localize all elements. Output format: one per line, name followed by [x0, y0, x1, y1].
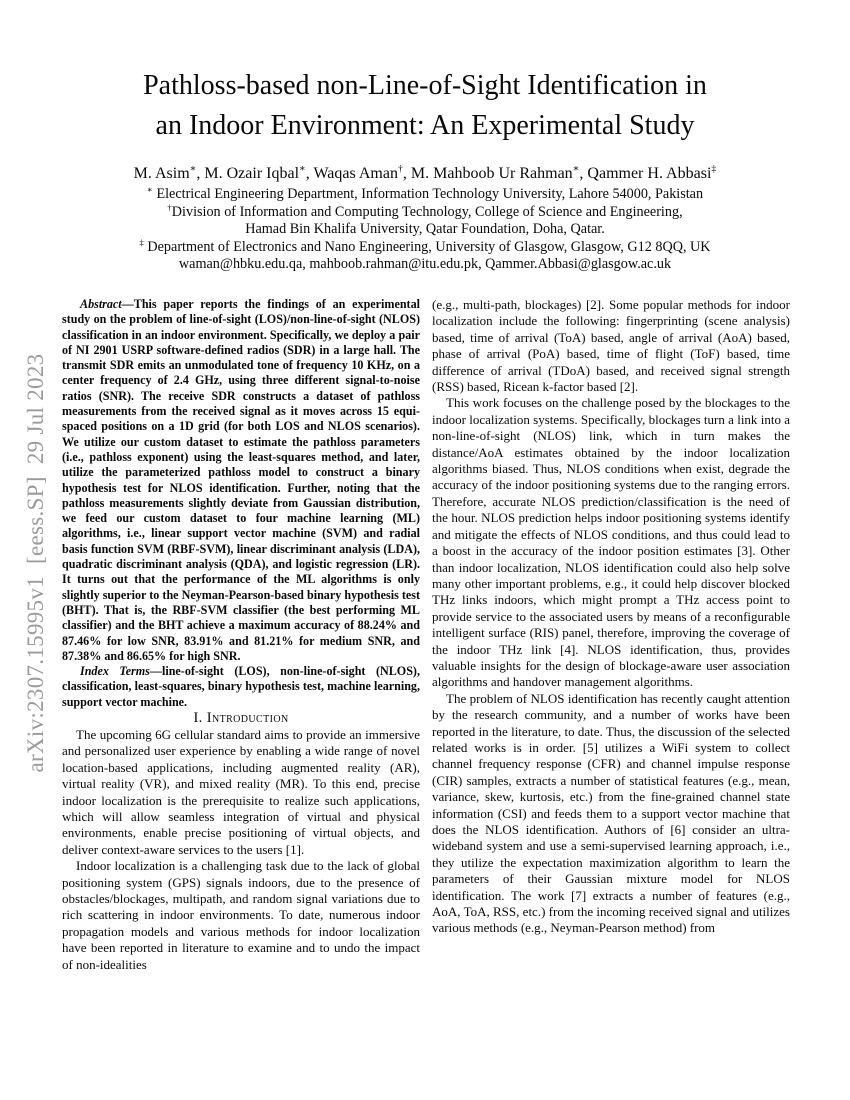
affiliation-text: Department of Electronics and Nano Engineering, University of Glasgow, Glasgow, G12 8QQ, UK — [143, 238, 711, 255]
index-terms-label: Index Terms— — [80, 664, 162, 679]
author-name: M. Mahboob Ur Rahman — [410, 165, 573, 182]
intro-paragraph-2-continued: (e.g., multi-path, blockages) [2]. Some popular methods for indoor localization include the following: fingerprinting (scene analysis) based, time of arrival (ToA) based, angle of arrival (AoA) based, phase of arrival (PoA) based, time of flight (ToF) based, time difference of arrival (TDoA) based, and received signal strength (RSS) based, Ricean k-factor based [2]. — [432, 297, 790, 395]
intro-paragraph-1: The upcoming 6G cellular standard aims to provide an immersive and personalized user experience by enabling a wide range of novel location-based applications, including augmented reality (AR), virtual reality (VR), and mixed reality (MR). To this end, precise indoor localization is the prerequisite to realize such applications, which will allow seamless integration of virtual and physical environments, enable precise positioning of virtual objects, and deliver context-aware services to the users [1]. — [62, 727, 420, 857]
index-terms-paragraph — [62, 664, 420, 710]
intro-paragraph-2: Indoor localization is a challenging task due to the lack of global positioning system (GPS) signals indoors, due to the presence of obstacles/blockages, multipath, and random signal variations due to rich scattering in indoor environments. To date, numerous indoor propagation models and various methods for indoor localization have been reported in literature to examine and to undo the impact of non-idealities — [62, 858, 420, 972]
paper-title-line2: an Indoor Environment: An Experimental Study — [155, 110, 695, 141]
author-superscript: ‡ — [711, 163, 717, 175]
two-column-body — [62, 297, 790, 973]
affiliation-text: Division of Information and Computing Technology, College of Science and Engineering, — [171, 203, 683, 220]
author-name: M. Asim — [133, 165, 190, 182]
emails-line: waman@hbku.edu.qa, mahboob.rahman@itu.edu.pk, Qammer.Abbasi@glasgow.ac.uk — [178, 256, 672, 273]
author-name: Qammer H. Abbasi — [587, 165, 712, 182]
author-name: Waqas Aman — [313, 165, 398, 182]
intro-paragraph-4: The problem of NLOS identification has recently caught attention by the research community, and a number of works have been reported in the literature, to date. Thus, the discussion of the selected related works is in order. [5] utilizes a WiFi system to collect channel frequency response (CFR) and channel impulse response (CIR) samples, extracts a number of statistical features (e.g., mean, variance, skew, kurtosis, etc.) from the fine-grained channel state information (CSI) and feeds them to a support vector machine that does the NLOS identification. Authors of [6] consider an ultra-wideband system and use a semi-supervised learning approach, i.e., they utilize the expectation maximization algorithm to learn the parameters of their Gaussian mixture model for NLOS identification. The work [7] extracts a number of features (e.g., AoA, ToA, RSS, etc.) from the incoming received signal and utilizes various methods (e.g., Neyman-Pearson method) from — [432, 690, 790, 936]
affiliation-text: Electrical Engineering Department, Information Technology University, Lahore 54000, Pakistan — [152, 186, 704, 202]
column-left — [62, 297, 420, 973]
abstract-paragraph — [62, 297, 420, 664]
affiliation-superscript: ∗ — [146, 184, 153, 195]
paper-title — [0, 66, 850, 146]
abstract-label: Abstract— — [80, 297, 134, 311]
affiliation-line — [0, 186, 850, 204]
section-heading-introduction: I. Introduction — [193, 710, 289, 727]
index-terms-text: line-of-sight (LOS), non-line-of-sight (NLOS), classification, least-squares, binary hypothesis test, machine learning, support vector machine. — [62, 664, 420, 709]
author-separator: , — [305, 165, 314, 182]
column-right — [432, 297, 790, 973]
authors-line — [0, 164, 850, 184]
author-name: M. Ozair Iqbal — [204, 165, 300, 182]
author-superscript: † — [397, 163, 403, 175]
authors-block — [0, 164, 850, 274]
affiliation-line — [0, 221, 850, 239]
author-separator: , — [402, 165, 411, 182]
abstract-text: This paper reports the findings of an experimental study on the problem of line-of-sight (LOS)/non-line-of-sight (NLOS) classification in an indoor environment. Specifically, we deploy a pair of NI 2901 USRP software-defined radios (SDR) in a large hall. The transmit SDR emits an unmodulated tone of frequency 10 KHz, on a center frequency of 2.4 GHz, using three different signal-to-noise ratios (SNR). The receive SDR constructs a dataset of pathloss measurements from the received signal as it moves across 15 equi-spaced positions on a 1D grid (for both LOS and NLOS scenarios). We utilize our custom dataset to estimate the pathloss parameters (i.e., pathloss exponent) using the least-squares method, and later, utilize the parameterized pathloss model to construct a binary hypothesis test for NLOS identification. Further, noting that the pathloss measurements slightly deviate from Gaussian distribution, we feed our custom dataset to four machine learning (ML) algorithms, i.e., linear support vector machine (SVM) and radial basis function SVM (RBF-SVM), linear discriminant analysis (LDA), quadratic discriminant analysis (QDA), and logistic regression (LR). It turns out that the performance of the ML algorithms is only slightly superior to the Neyman-Pearson-based binary hypothesis test (BHT). That is, the RBF-SVM classifier (the best performing ML classifier) and the BHT achieve a maximum accuracy of 88.24% and 87.46% for low SNR, 83.91% and 81.21% for medium SNR, and 87.38% and 86.65% for high SNR. — [62, 297, 420, 663]
affiliation-superscript: † — [167, 201, 172, 212]
author-superscript: ∗ — [189, 163, 197, 175]
affiliation-superscript: ‡ — [139, 237, 144, 248]
paper-title-line1: Pathloss-based non-Line-of-Sight Identification in — [143, 70, 707, 101]
author-superscript: ∗ — [299, 163, 306, 175]
affiliation-text: Hamad Bin Khalifa University, Qatar Foundation, Doha, Qatar. — [245, 221, 605, 238]
intro-paragraph-3: This work focuses on the challenge posed by the blockages to the indoor localization systems. Specifically, blockages turn a link into a non-line-of-sight (NLOS) link, which in turn makes the distance/AoA estimates obtained by the indoor localization algorithms biased. Thus, NLOS conditions when exist, degrade the accuracy of the indoor positioning systems due to the ranging errors. Therefore, accurate NLOS prediction/classification is the need of the hour. NLOS prediction helps indoor positioning systems identify and mitigate the effects of NLOS conditions, and thus could lead to a boost in the accuracy of the indoor position estimates [3]. Other than indoor localization, NLOS identification could also help solve many other important problems, e.g., it could help discover blocked THz links indoors, which might prompt a THz access point to provide service to the associated users by means of a reconfigurable intelligent surface (RIS) panel, therefore, improving the coverage of the indoor THz link [4]. NLOS identification, thus, provides valuable insights for the design of blockage-aware user association algorithms and handover management algorithms. — [432, 395, 790, 690]
author-superscript: ∗ — [572, 163, 580, 175]
author-separator: , — [196, 165, 205, 182]
affiliation-line — [0, 201, 850, 222]
author-separator: , — [579, 165, 588, 182]
affiliation-line — [0, 239, 850, 257]
arxiv-watermark: arXiv:2307.15995v1 [eess.SP] 29 Jul 2023 — [23, 353, 48, 773]
